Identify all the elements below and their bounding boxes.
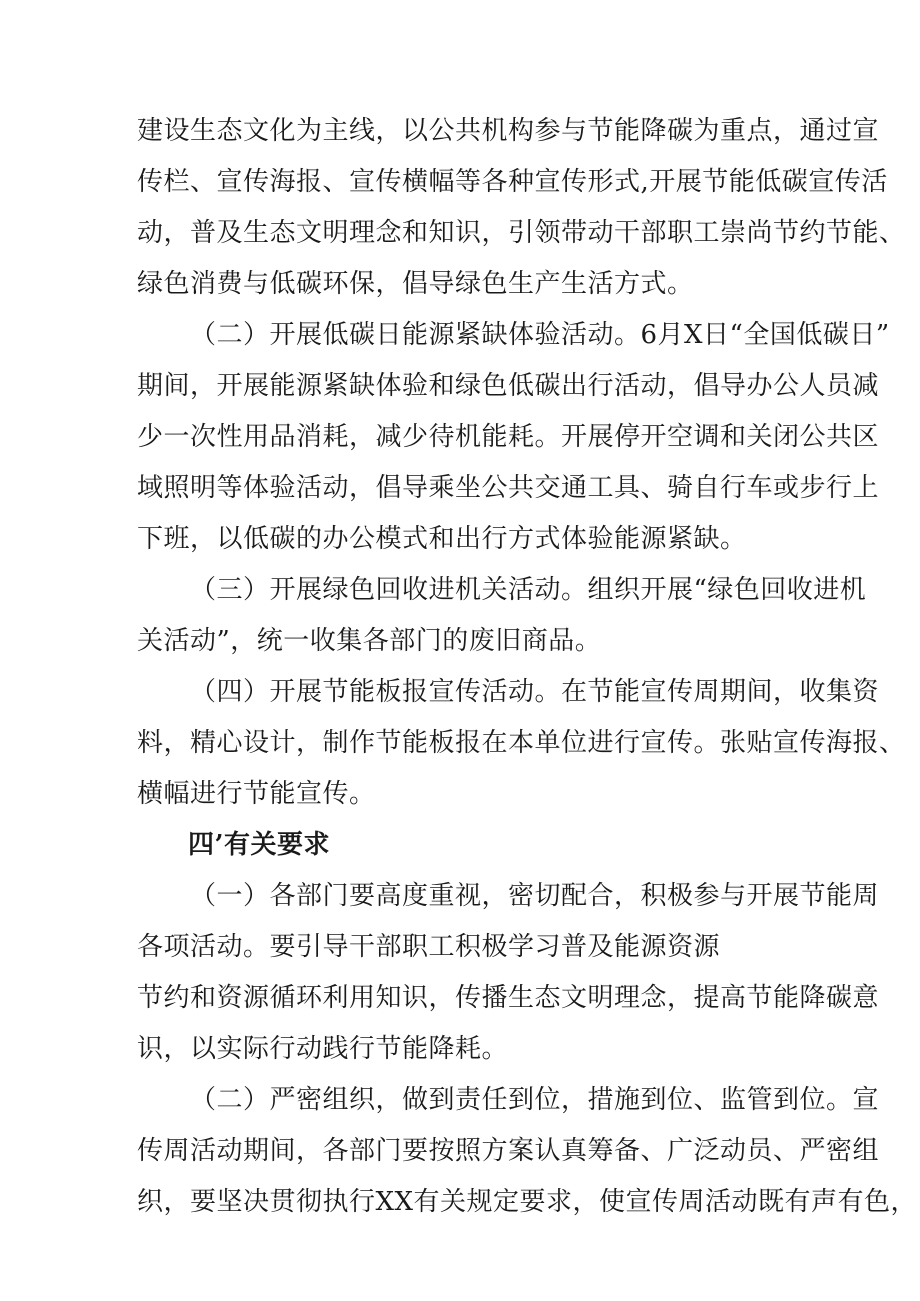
paragraph-line: 料，精心设计，制作节能板报在本单位进行宣传。张贴宣传海报、 bbox=[137, 728, 906, 758]
paragraph-line: 识，以实际行动践行节能降耗。 bbox=[137, 1034, 509, 1064]
paragraph-line: 绿色消费与低碳环保，倡导绿色生产生活方式。 bbox=[137, 269, 694, 299]
paragraph-line: 织，要坚决贯彻执行XX有关规定要求，使宣传周活动既有声有色， bbox=[137, 1187, 918, 1217]
paragraph-line: 少一次性用品消耗，减少待机能耗。开展停开空调和关闭公共区 bbox=[137, 422, 880, 452]
paragraph-line: 传栏、宣传海报、宣传横幅等各种宣传形式,开展节能低碳宣传活 bbox=[137, 167, 888, 197]
paragraph-line: （二）开展低碳日能源紧缺体验活动。6月X日“全国低碳日” bbox=[190, 320, 890, 350]
paragraph-line: 关活动”，统一收集各部门的废旧商品。 bbox=[137, 626, 602, 656]
paragraph-line: （一）各部门要高度重视，密切配合，积极参与开展节能周 bbox=[190, 881, 880, 911]
paragraph-line: 各项活动。要引导干部职工积极学习普及能源资源 bbox=[137, 932, 721, 962]
paragraph-line: （二）严密组织，做到责任到位，措施到位、监管到位。宣 bbox=[190, 1085, 880, 1115]
paragraph-line: 横幅进行节能宣传。 bbox=[137, 779, 376, 809]
paragraph-line: 节约和资源循环利用知识，传播生态文明理念，提高节能降碳意 bbox=[137, 983, 880, 1013]
paragraph-line: 传周活动期间，各部门要按照方案认真筹备、广泛动员、严密组 bbox=[137, 1136, 880, 1166]
paragraph-line: 建设生态文化为主线，以公共机构参与节能降碳为重点，通过宣 bbox=[137, 116, 880, 146]
section-heading: 四’有关要求 bbox=[188, 830, 331, 860]
paragraph-line: 域照明等体验活动，倡导乘坐公共交通工具、骑自行车或步行上 bbox=[137, 473, 880, 503]
paragraph-line: 下班，以低碳的办公模式和出行方式体验能源紧缺。 bbox=[137, 524, 747, 554]
paragraph-line: 动，普及生态文明理念和知识，引领带动干部职工崇尚节约节能、 bbox=[137, 218, 906, 248]
paragraph-line: （三）开展绿色回收进机关活动。组织开展“绿色回收进机 bbox=[190, 575, 867, 605]
paragraph-line: （四）开展节能板报宣传活动。在节能宣传周期间，收集资 bbox=[190, 677, 880, 707]
paragraph-line: 期间，开展能源紧缺体验和绿色低碳出行活动，倡导办公人员减 bbox=[137, 371, 880, 401]
